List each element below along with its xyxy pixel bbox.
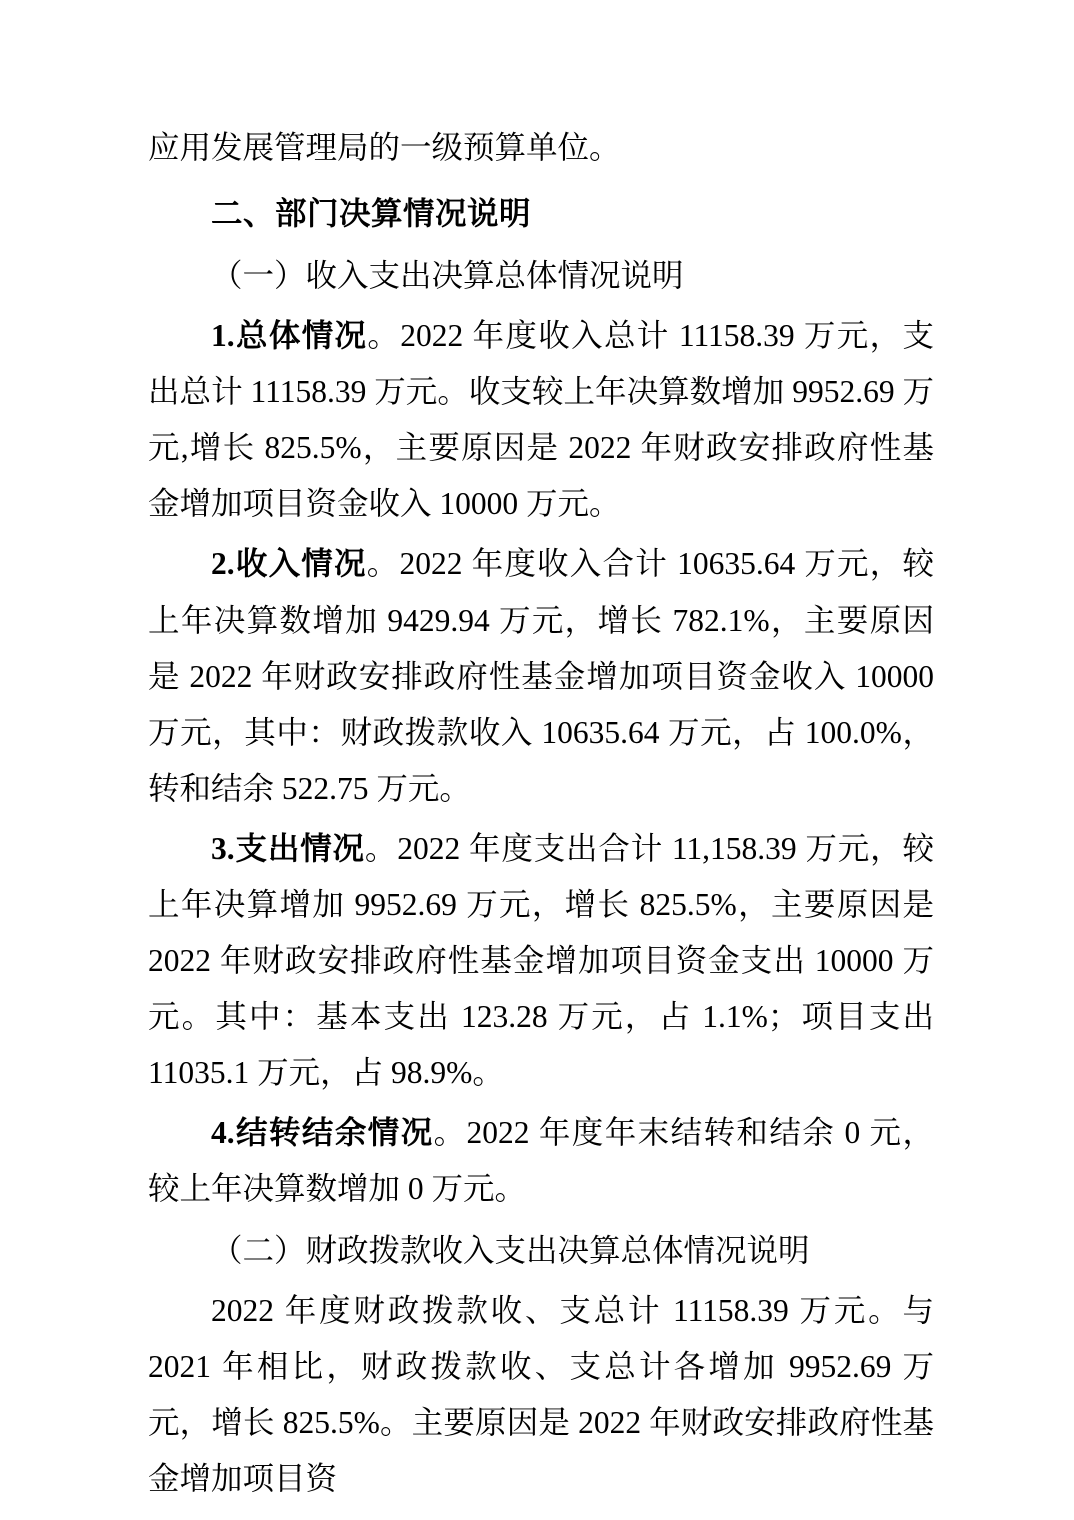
section-heading-2: 二、部门决算情况说明	[211, 196, 532, 232]
subsection-heading-1: （一）收入支出决算总体情况说明	[211, 258, 684, 294]
paragraph-item-1	[148, 308, 934, 532]
document-body	[148, 120, 934, 1508]
item-1-text: 。2022 年度收入总计 11158.39 万元，支出总计 11158.39 万元。收支较上年决算数增加 9952.69 万元,增长 825.5%，主要原因是 2022 年财政安排政府性基金增加项目资金收入 10000 万元。	[148, 318, 934, 522]
item-3-lead: 3.支出情况	[211, 830, 365, 866]
item-4-lead: 4.结转结余情况	[211, 1115, 434, 1151]
paragraph-item-4	[148, 1105, 934, 1217]
item-2-text: 。2022 年度收入合计 10635.64 万元，较上年决算数增加 9429.94 万元，增长 782.1%，主要原因是 2022 年财政安排政府性基金增加项目资金收入 10000 万元，其中：财政拨款收入 10635.64 万元，占 100.0%，转和结余 522.75 万元。	[148, 546, 934, 806]
item-1-lead: 1.总体情况	[211, 318, 368, 354]
continued-paragraph: 应用发展管理局的一级预算单位。	[148, 130, 621, 165]
subsection-heading-2: （二）财政拨款收入支出决算总体情况说明	[211, 1233, 810, 1269]
item-4-text: 。2022 年度年末结转和结余 0 元，较上年决算数增加 0 万元。	[148, 1115, 934, 1207]
paragraph-item-2	[148, 536, 934, 816]
item-2-lead: 2.收入情况	[211, 546, 367, 582]
paragraph-item-3	[148, 821, 934, 1101]
item-3-text: 。2022 年度支出合计 11,158.39 万元，较上年决算增加 9952.69 万元，增长 825.5%，主要原因是 2022 年财政安排政府性基金增加项目资金支出 10000 万元。其中：基本支出 123.28 万元，占 1.1%；项目支出 11035.1 万元，占 98.9%。	[148, 830, 934, 1090]
subsection-2-paragraph: 2022 年度财政拨款收、支总计 11158.39 万元。与 2021 年相比，财政拨款收、支总计各增加 9952.69 万元，增长 825.5%。主要原因是 2022 年财政安排政府性基金增加项目资	[148, 1293, 934, 1497]
